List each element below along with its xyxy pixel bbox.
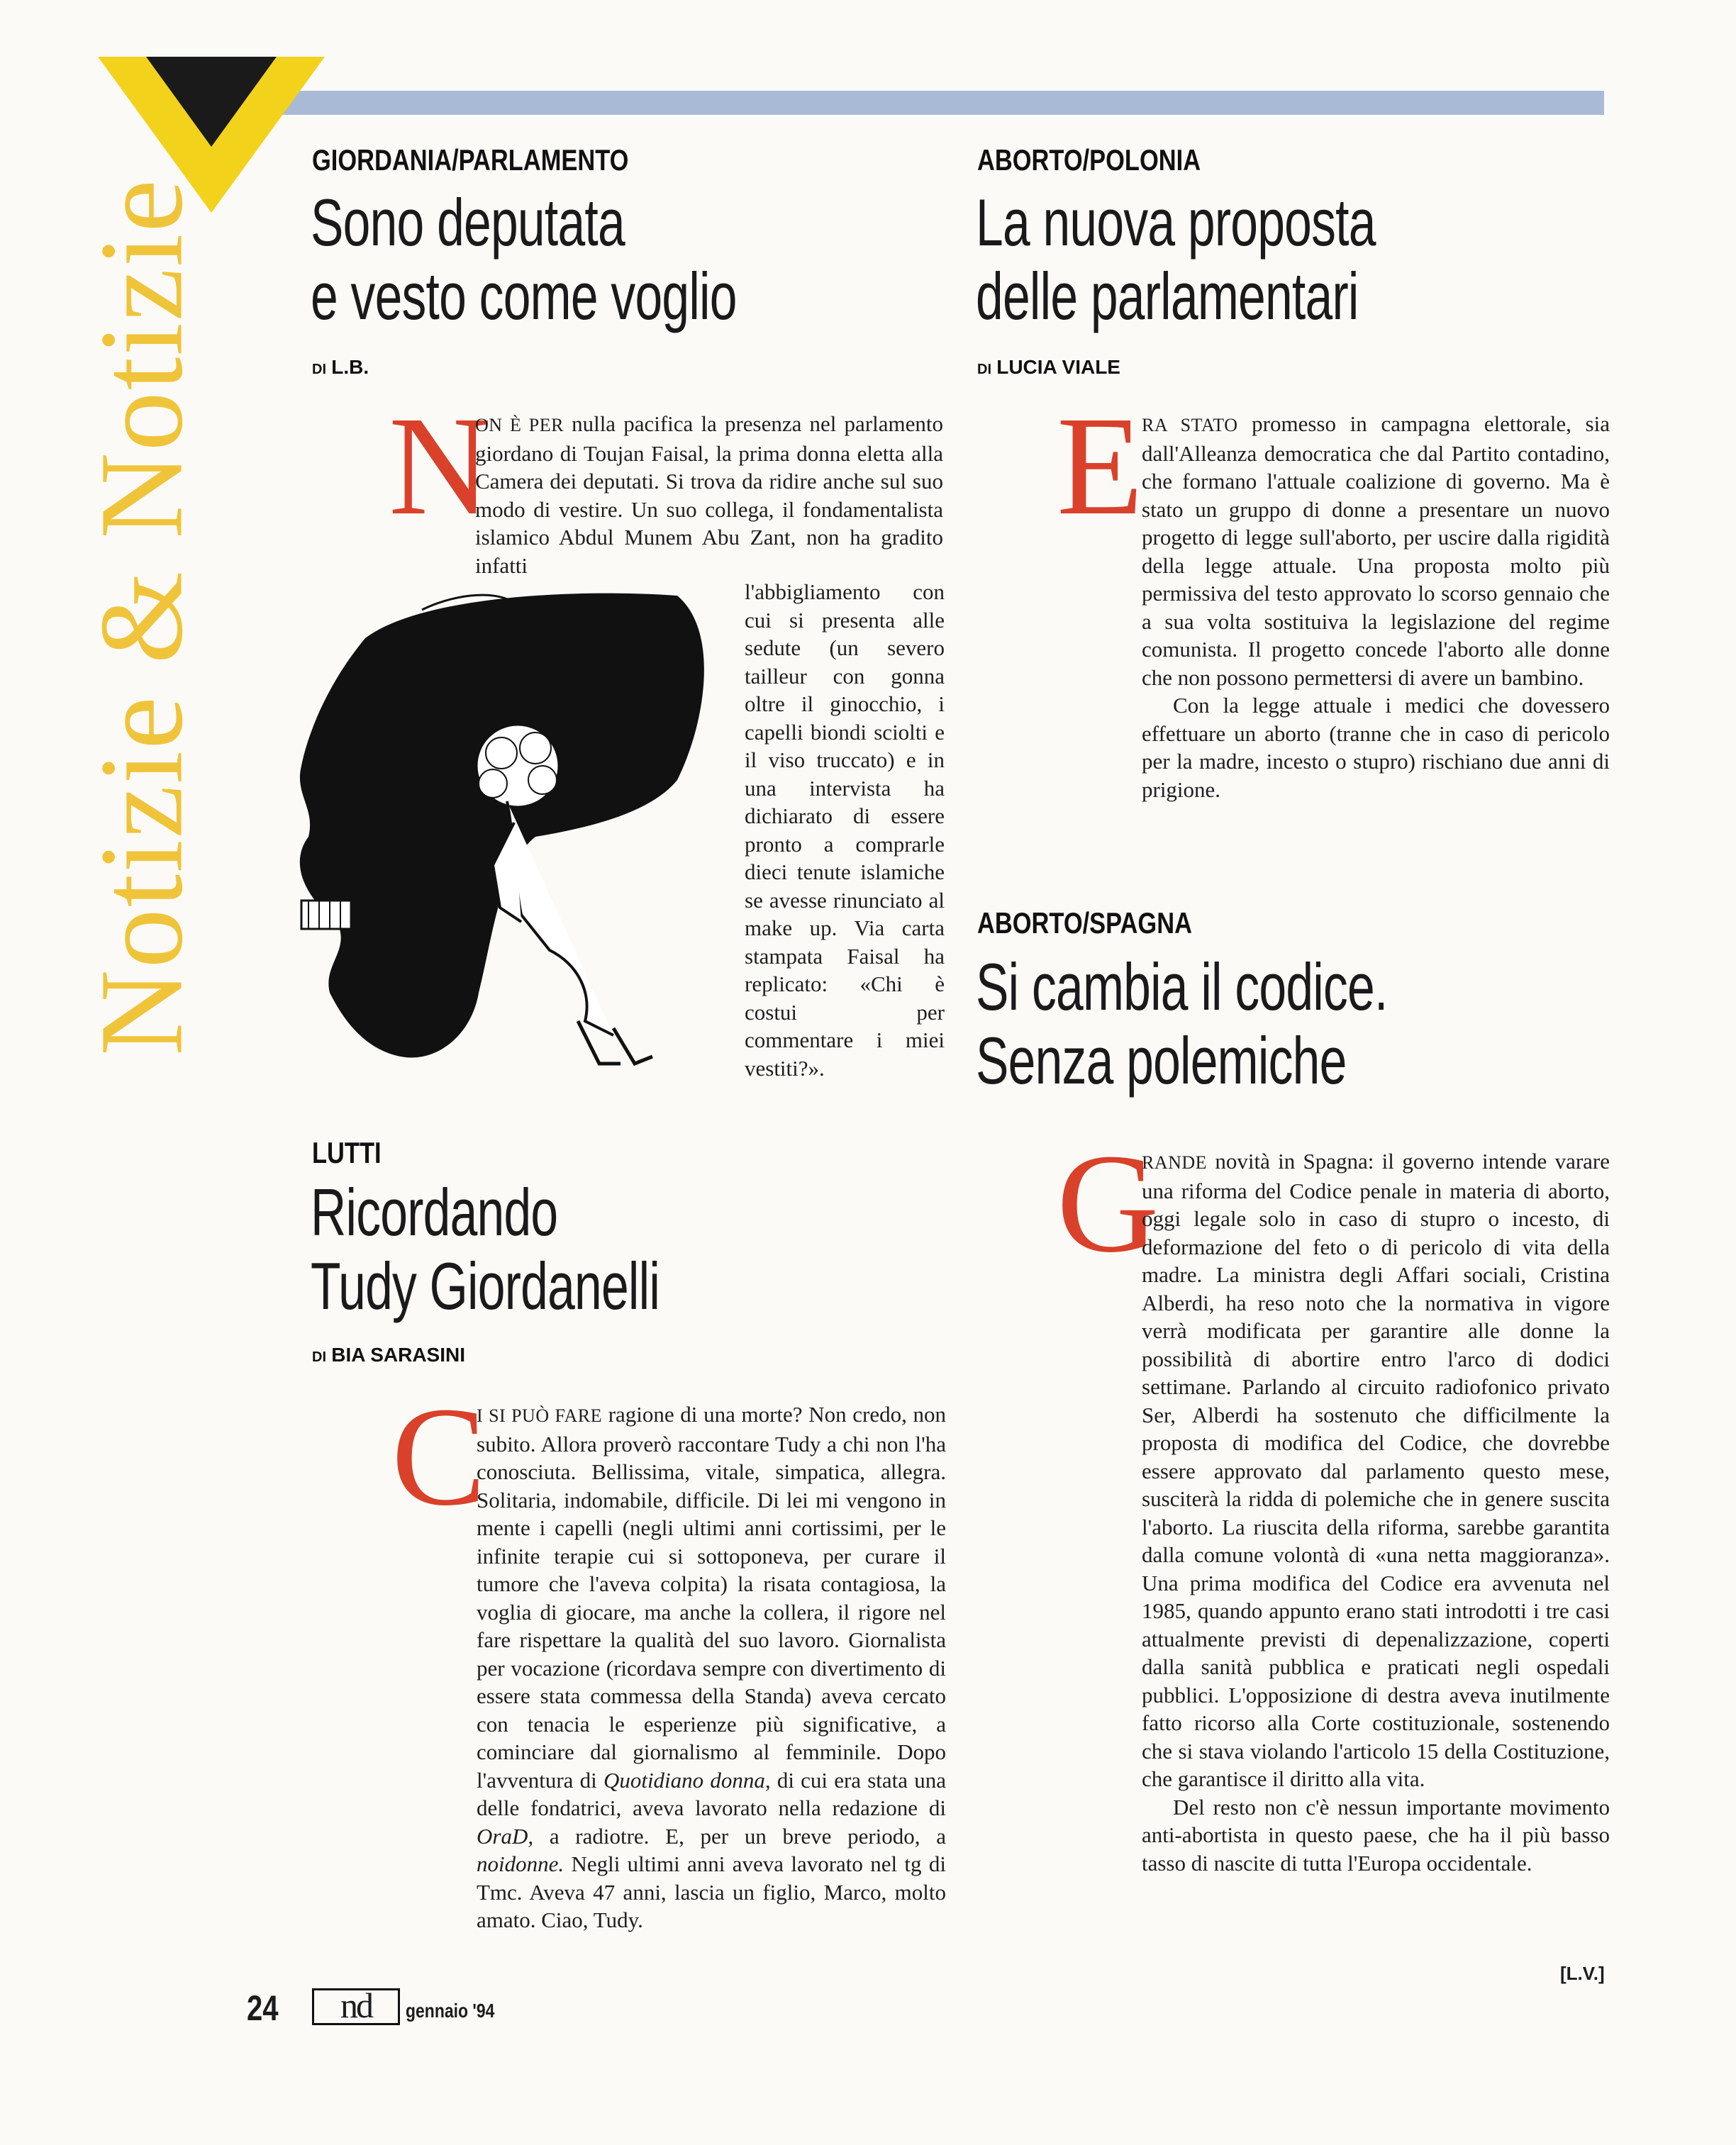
paragraph: novità in Spagna: il governo intende varare una riforma del Codice penale in materia di aborto, oggi legale solo in caso di stupro o incesto, di deformazione del feto o di pericolo di vita della madre. La ministra degli Affari sociali, Cristina Alberdi, ha reso noto che la normativa in vigore verrà modificata per garantire alle donne la possibilità di abortire entro l'arco di dodici settimane. Parlando al circuito radiofonico privato Ser, Alberdi ha sostenuto che difficilmente la proposta di modifica del Codice, che dovrebbe essere approvato dal parlamento questo mese, susciterà la ridda di polemiche che in genere suscita l'aborto. La riuscita della riforma, sarebbe garantita dalla comune volontà di «una netta maggioranza». Una prima modifica del Codice era avvenuta nel 1985, quando appunto erano stati introdotti i tre casi attualmente previsti di depenalizzazione, coperti dalla sanità pubblica e praticati negli ospedali pubblici. L'opposizione di destra aveva inutilmente fatto ricorso alla Corte costituzionale, sostenendo che si stava violando l'articolo 15 della Costituzione, che garantisce il diritto alla vita. xyxy=(1142,1149,1610,1791)
article1-headline-line1: Sono deputata xyxy=(311,185,625,260)
article1-body-wrap xyxy=(745,578,945,1082)
article4-headline xyxy=(976,950,1388,1098)
italic-title: Quotidiano donna, xyxy=(603,1767,771,1793)
italic-title: OraD, xyxy=(477,1823,534,1849)
byline-name: LUCIA VIALE xyxy=(996,356,1120,378)
article4-body xyxy=(1142,1147,1610,1877)
page-number: 24 xyxy=(247,1988,279,2028)
byline-name: BIA SARASINI xyxy=(331,1344,465,1366)
italic-title: noidonne. xyxy=(477,1851,564,1876)
article1-dropcap: N xyxy=(389,388,491,545)
article1-body-top xyxy=(475,410,943,579)
lead-in: I SI PUÒ FARE xyxy=(477,1405,603,1426)
lead-in: RA STATO xyxy=(1142,415,1238,435)
article2-headline-line2: Tudy Giordanelli xyxy=(311,1249,660,1323)
article2-body xyxy=(477,1400,946,1934)
magazine-logo: nd xyxy=(312,1988,400,2025)
issue-date: gennaio '94 xyxy=(406,2000,495,2022)
paragraph: l'abbigliamento con cui si presenta alle sedute (un severo tailleur con gonna oltre il ginocchio, i capelli biondi sciolti e il viso truccato) e in una intervista ha dichiarato di essere pronto a comprarle dieci tenute islamiche se avesse rinunciato al make up. Via carta stampata Faisal ha replicato: «Chi è costui per commentare i miei vestiti?». xyxy=(745,579,945,1081)
article3-headline xyxy=(976,186,1376,333)
paragraph: Del resto non c'è nessun importante movimento anti-abortista in questo paese, che ha il più basso tasso di nascite di tutta l'Europa occidentale. xyxy=(1142,1794,1610,1876)
paragraph: Negli ultimi anni aveva lavorato nel tg di Tmc. Aveva 47 anni, lascia un figlio, Marco, molto amato. Ciao, Tudy. xyxy=(477,1851,946,1932)
article1-byline xyxy=(312,356,369,379)
article2-headline xyxy=(311,1176,660,1323)
article3-body xyxy=(1142,410,1610,803)
article3-dropcap: E xyxy=(1057,388,1144,545)
section-label: Notizie & Notizie xyxy=(75,178,208,1056)
byline-prefix: DI xyxy=(312,1349,326,1365)
paragraph: ragione di una morte? Non credo, non subito. Allora proverò raccontare Tudy a chi non l'ha conosciuta. Bellissima, vitale, simpatica, allegra. Solitaria, indomabile, difficile. Di lei mi vengono in mente i capelli (negli ultimi anni cortissimi, per le infinite terapie cui si sottoponeva, per curare il tumore che l'aveva colpita) la risata contagiosa, la voglia di giocare, ma anche la collera, il rigore nel fare rispettare la qualità del suo lavoro. Giornalista per vocazione (ricordava sempre con divertimento di essere stata commessa della Standa) aveva cercato con tenacia le esperienze più significative, a cominciare dal giornalismo al femminile. Dopo l'avventura di xyxy=(477,1402,947,1793)
paragraph: nulla pacifica la presenza nel parlamento giordano di Toujan Faisal, la prima donna eletta alla Camera dei deputati. Si trova da ridire anche sul suo modo di vestire. Un suo collega, il fondamentalista islamico Abdul Munem Abu Zant, non ha gradito infatti xyxy=(475,411,943,578)
article4-signature: [L.V.] xyxy=(1560,1963,1605,1984)
paragraph: di cui era stata una delle fondatrici, aveva lavorato nella redazione di xyxy=(477,1767,947,1820)
byline-prefix: DI xyxy=(977,362,991,377)
paragraph: Con la legge attuale i medici che dovessero effettuare un aborto (tranne che in caso di pericolo per la madre, incesto o stupro) rischiano due anni di prigione. xyxy=(1142,693,1610,802)
paragraph: a radiotre. E, per un breve periodo, a xyxy=(549,1823,947,1849)
paragraph: promesso in campagna elettorale, sia dall'Alleanza democratica che dal Partito contadino, che formano l'attuale coalizione di governo. Ma è stato un gruppo di donne a presentare un nuovo progetto di legge sull'aborto, per uscire dalla rigidità della legge attuale. Una proposta molto più permissiva del testo approvato lo scorso gennaio che a sua volta sostituiva la legislazione del regime comunista. Il progetto concede l'aborto alle donne che non possono permettersi di avere un bambino. xyxy=(1142,411,1610,690)
byline-prefix: DI xyxy=(312,362,326,377)
article4-headline-line1: Si cambia il codice. xyxy=(976,949,1388,1024)
byline-name: L.B. xyxy=(331,356,369,378)
article2-headline-line1: Ricordando xyxy=(311,1175,558,1249)
article3-headline-line2: delle parlamentari xyxy=(976,259,1359,333)
lead-in: RANDE xyxy=(1142,1152,1208,1173)
woman-silhouette-illustration xyxy=(280,567,713,1078)
top-color-bar xyxy=(234,91,1604,115)
article1-headline-line2: e vesto come voglio xyxy=(311,259,737,333)
bleed-through-text xyxy=(837,131,850,188)
article2-kicker: LUTTI xyxy=(312,1136,382,1169)
article2-byline xyxy=(312,1344,465,1366)
article2-dropcap: C xyxy=(391,1378,486,1535)
article3-kicker: ABORTO/POLONIA xyxy=(977,143,1201,177)
article3-headline-line1: La nuova proposta xyxy=(976,185,1376,260)
article1-kicker: GIORDANIA/PARLAMENTO xyxy=(312,143,629,177)
article4-kicker: ABORTO/SPAGNA xyxy=(977,906,1192,940)
article4-dropcap: G xyxy=(1057,1125,1159,1282)
article4-headline-line2: Senza polemiche xyxy=(976,1023,1347,1098)
article1-headline xyxy=(311,186,737,333)
lead-in: ON È PER xyxy=(475,415,564,435)
black-triangle-ornament xyxy=(146,57,277,147)
section-sidebar xyxy=(50,178,234,1056)
article3-byline xyxy=(977,356,1120,379)
